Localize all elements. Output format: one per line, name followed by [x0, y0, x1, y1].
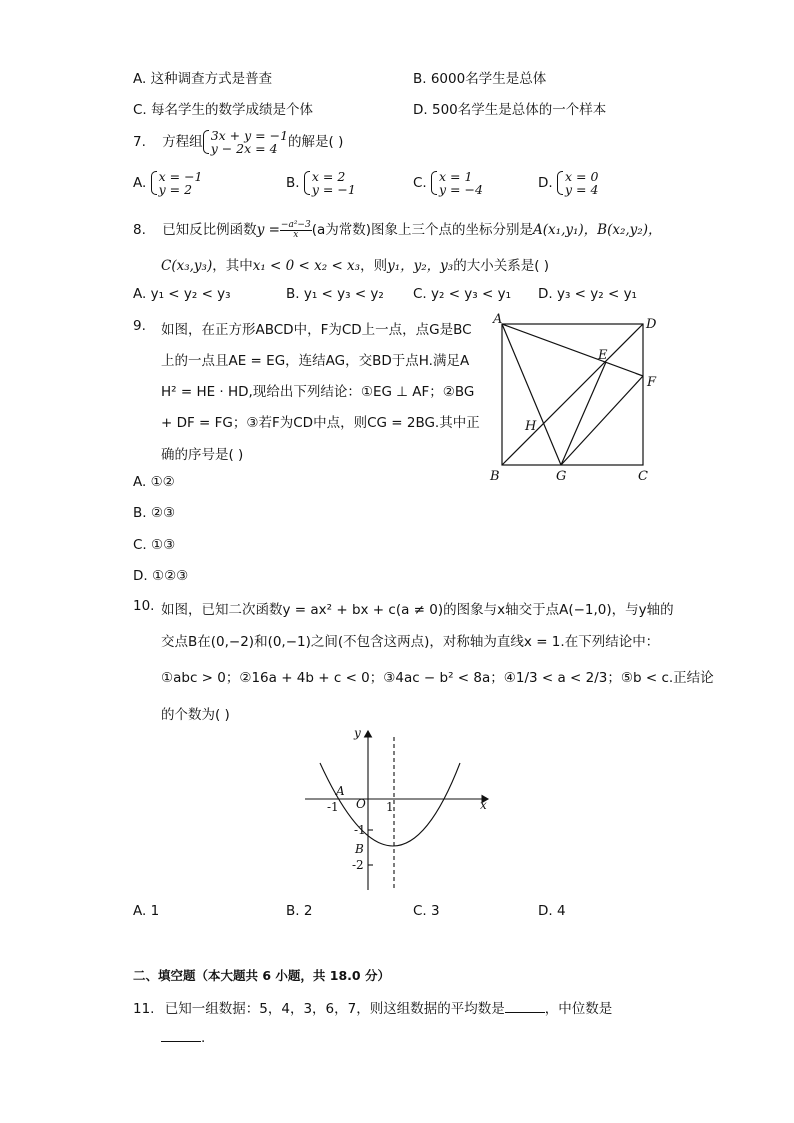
label-g: G [556, 469, 567, 484]
q9-square-figure [485, 312, 665, 487]
label-x: x [480, 798, 487, 812]
q10-option-a: A. 1 [133, 903, 160, 919]
label-y: y [354, 726, 361, 740]
q9-option-a: A. ①② [133, 474, 175, 490]
q6-option-b: B. 6000名学生是总体 [413, 71, 547, 87]
q8-fraction: $\frac{\text{−a²−3}}{x}$ [280, 219, 311, 240]
segment-bd [502, 324, 643, 465]
mean-answer-blank[interactable] [505, 1000, 545, 1013]
q8-line-1: 8. 已知反比例函数y = $\frac{\text{−a²−3}}{x}$ (a为常数)图象上三个点的坐标分别是A(x₁,y₁)，B(x₂,y₂)， [133, 219, 662, 240]
q9-number: 9. [133, 318, 146, 334]
q7-option-c: C. x = 1 y = −4 [413, 169, 483, 197]
segment-af [502, 324, 643, 376]
q9-option-d: D. ①②③ [133, 568, 189, 584]
segment-ag [502, 324, 561, 465]
q7-number: 7. [133, 134, 146, 150]
q9-line-5: 确的序号是( ) [161, 447, 244, 463]
label-f: F [647, 375, 657, 390]
q10-option-d: D. 4 [538, 903, 566, 919]
q6-option-c: C. 每名学生的数学成绩是个体 [133, 102, 314, 118]
q7-stem [133, 129, 343, 155]
label-one: 1 [386, 800, 394, 814]
label-a: A [493, 312, 503, 327]
q10-line-1: 如图，已知二次函数y = ax² + bx + c(a ≠ 0)的图象与x轴交于点A(−1,0)，与y轴的 [161, 602, 674, 618]
q7-suffix: 的解是( ) [288, 134, 344, 150]
q10-option-c: C. 3 [413, 903, 440, 919]
q11-line-2: . [161, 1029, 205, 1046]
q7-option-b: B. x = 2 y = −1 [286, 169, 356, 197]
q9-line-4: + DF = FG；③若F为CD中点，则CG = 2BG.其中正 [161, 415, 480, 431]
label-h: H [525, 419, 537, 434]
q10-line-3: ①abc > 0；②16a + 4b + c < 0；③4ac − b² < 8a；④1/3 < a < 2/3；⑤b < c.正结论 [161, 670, 714, 686]
q10-number: 10. [133, 598, 155, 614]
label-neg1: -1 [327, 800, 339, 814]
q9-line-1: 如图，在正方形ABCD中，F为CD上一点，点G是BC [161, 322, 472, 338]
q10-option-b: B. 2 [286, 903, 313, 919]
q10-parabola-graph [300, 725, 495, 895]
q9-option-b: B. ②③ [133, 505, 176, 521]
q10-line-2: 交点B在(0,−2)和(0,−1)之间(不包含这两点)，对称轴为直线x = 1.在下列结论中： [161, 634, 660, 650]
label-e: E [598, 348, 608, 363]
q6-option-a: A. 这种调查方式是普查 [133, 71, 273, 87]
label-y-neg1: -1 [354, 823, 366, 837]
label-c: C [638, 469, 648, 484]
q9-option-c: C. ①③ [133, 537, 176, 553]
label-d: D [646, 317, 657, 332]
label-o: O [356, 797, 366, 811]
q8-line-2: C(x₃,y₃)，其中x₁ < 0 < x₂ < x₃，则y₁，y₂，y₃的大小关系是( ) [161, 258, 550, 274]
label-b: B [355, 842, 364, 856]
segment-ge [561, 362, 606, 465]
q8-option-c: C. y₂ < y₃ < y₁ [413, 286, 512, 302]
q8-option-a: A. y₁ < y₂ < y₃ [133, 286, 231, 302]
q9-line-3: H² = HE · HD,现给出下列结论：①EG ⊥ AF；②BG [161, 384, 475, 400]
label-b: B [490, 469, 500, 484]
label-y-neg2: -2 [352, 858, 364, 872]
q11-line-1: 11. 已知一组数据：5，4，3，6，7，则这组数据的平均数是 ，中位数是 [133, 1001, 613, 1017]
q9-line-2: 上的一点且AE = EG，连结AG，交BD于点H.满足A [161, 353, 470, 369]
q6-option-d: D. 500名学生是总体的一个样本 [413, 102, 607, 118]
q7-equation-system: 3x + y = −1 y − 2x = 4 [203, 129, 288, 155]
label-a: A [336, 784, 345, 798]
median-answer-blank[interactable] [161, 1029, 201, 1042]
q8-option-d: D. y₃ < y₂ < y₁ [538, 286, 637, 302]
q7-prefix: 方程组 [162, 134, 203, 150]
q10-line-4: 的个数为( ) [161, 707, 230, 723]
q7-option-a: A. x = −1 y = 2 [133, 169, 203, 197]
q8-option-b: B. y₁ < y₃ < y₂ [286, 286, 384, 302]
q7-option-d: D. x = 0 y = 4 [538, 169, 599, 197]
segment-gf [561, 376, 643, 465]
section-title: 二、填空题（本大题共 6 小题，共 18.0 分） [133, 968, 390, 983]
